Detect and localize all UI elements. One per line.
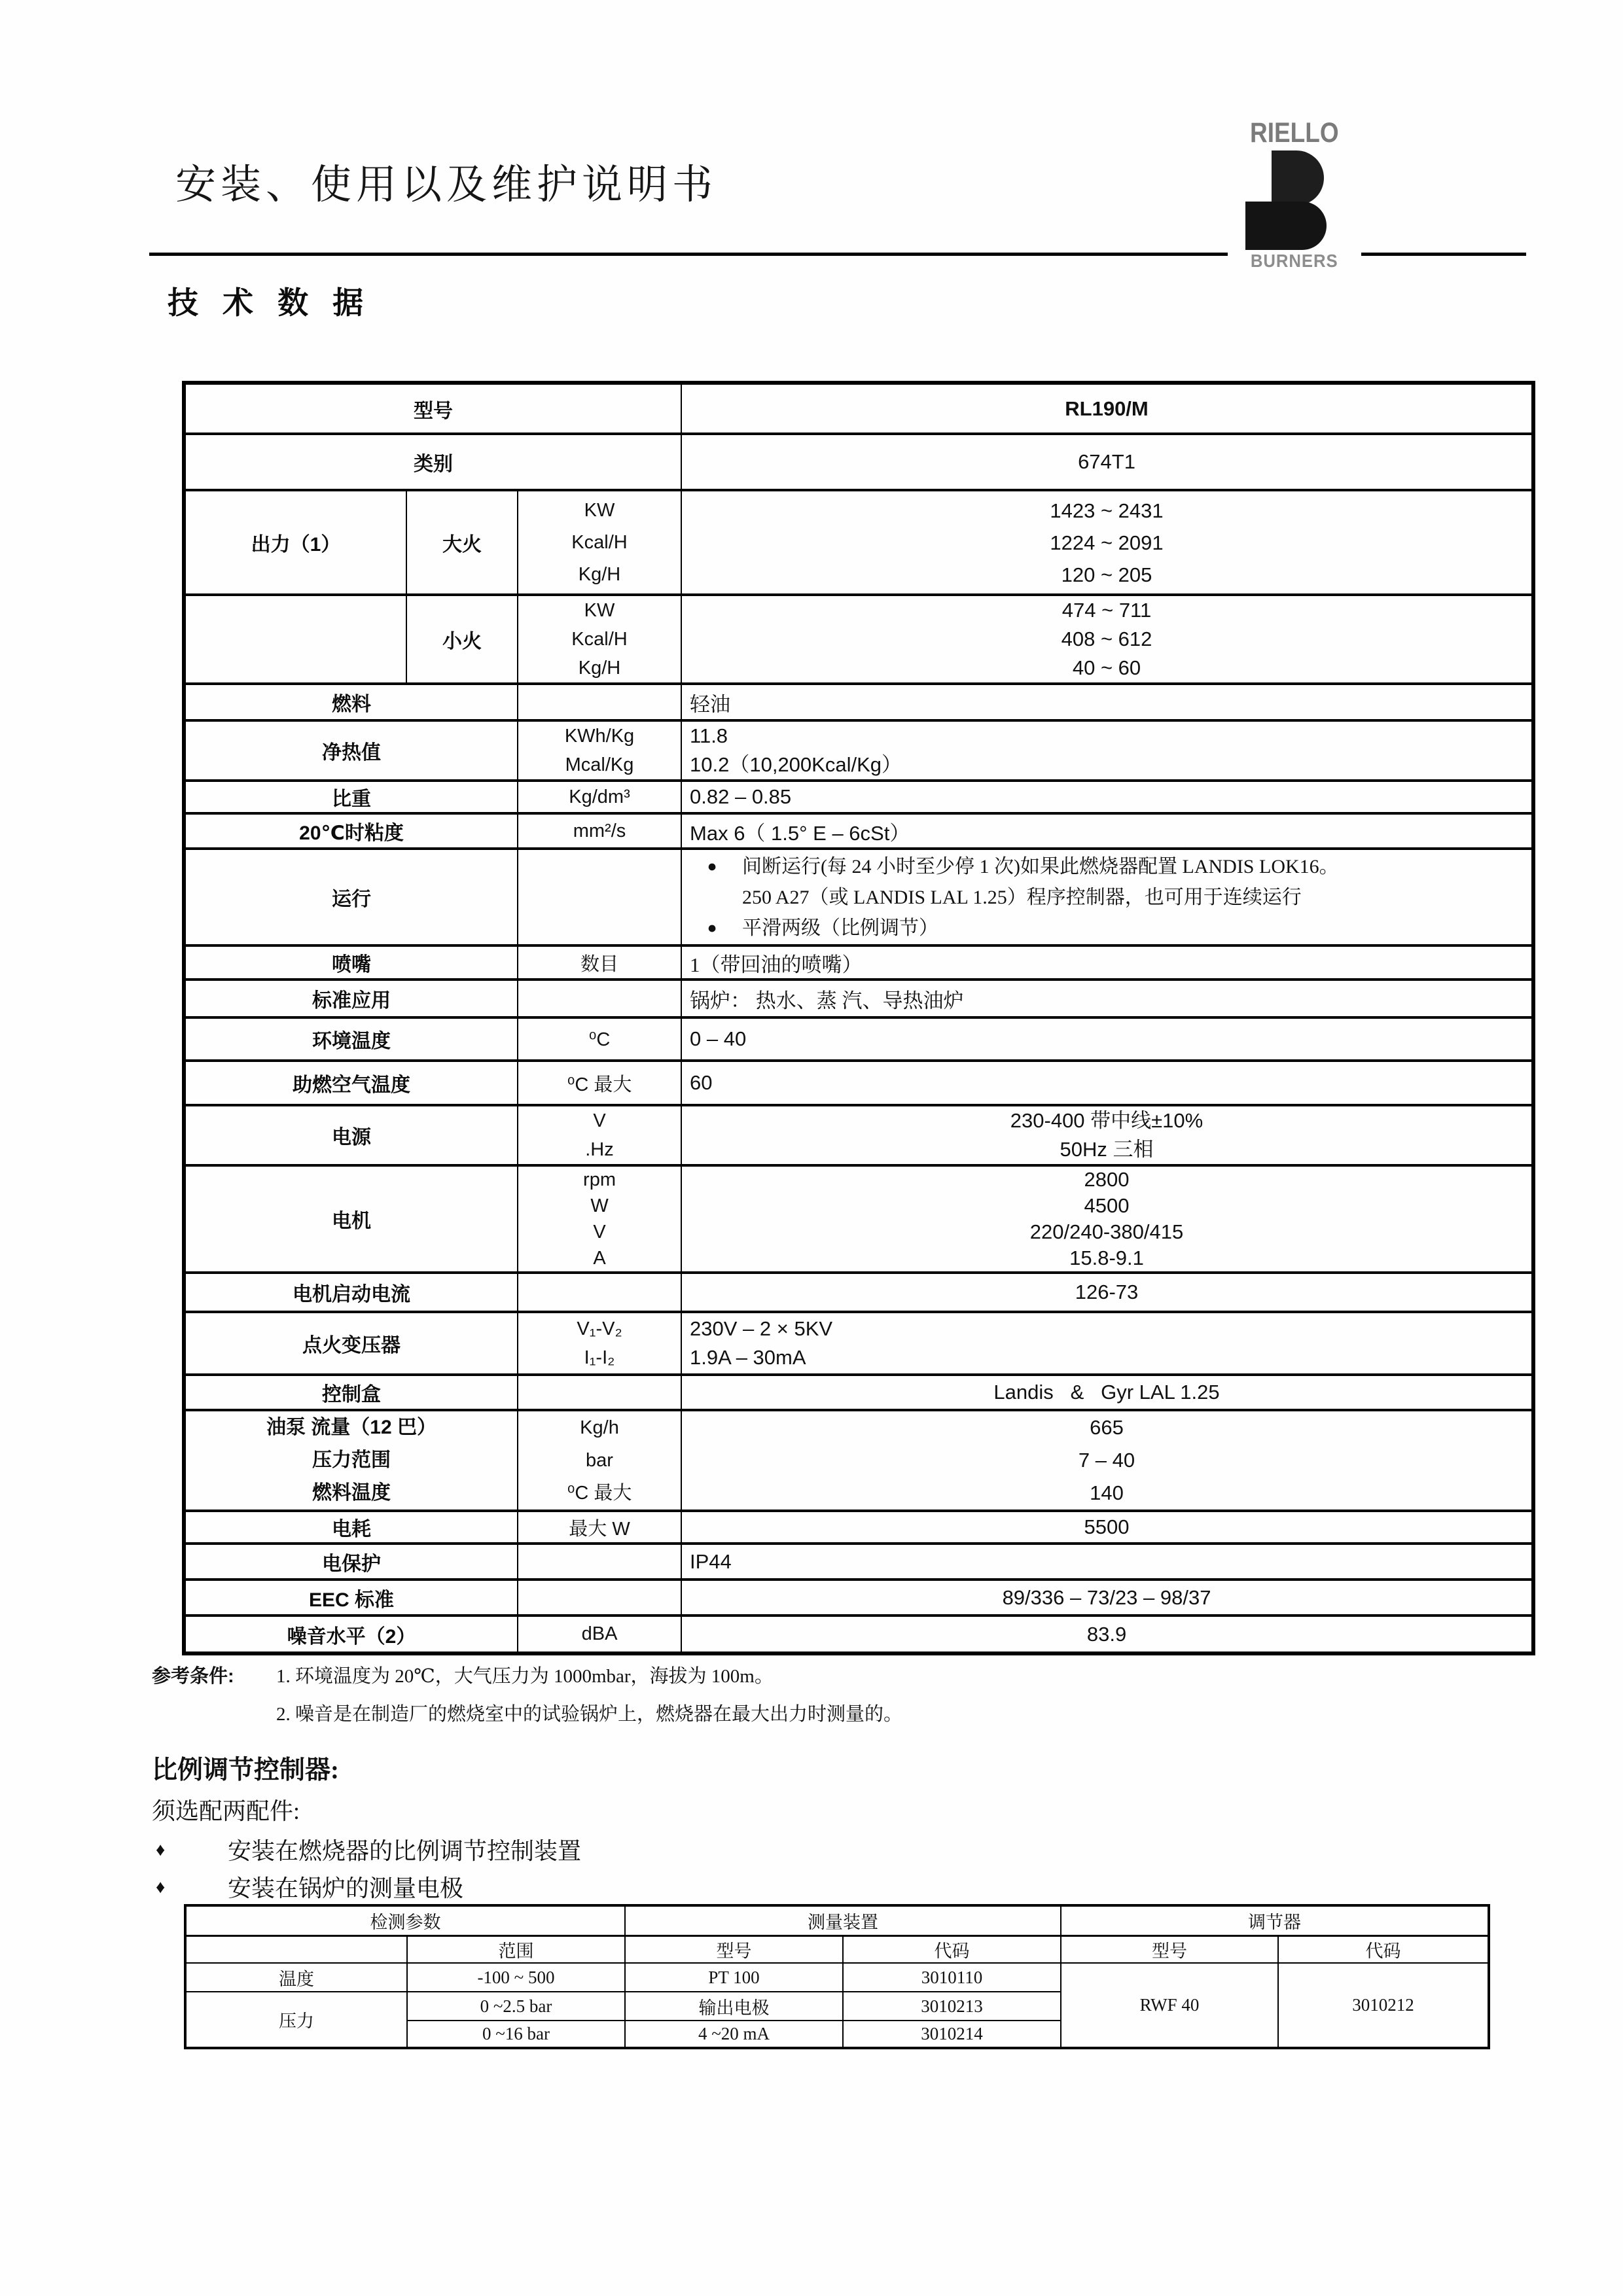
noise-label: 噪音水平（2） <box>184 1616 518 1653</box>
note-2-text: 2. 噪音是在制造厂的燃烧室中的试验锅炉上，燃烧器在最大出力时测量的。 <box>276 1704 903 1725</box>
sub-header-range: 范围 <box>407 1935 625 1963</box>
unit-line: Mcal/Kg <box>565 754 634 775</box>
viscosity-unit: mm²/s <box>518 813 681 849</box>
unit-line: Kg/H <box>578 563 621 585</box>
category-value: 674T1 <box>681 434 1533 490</box>
temperature-code: 3010110 <box>843 1963 1061 1992</box>
value-line: 665 <box>1090 1416 1124 1439</box>
unit-line: V <box>593 1110 606 1131</box>
temperature-range: -100 ~ 500 <box>407 1963 625 1992</box>
value-line: 1423 ~ 2431 <box>1050 499 1164 522</box>
row-output-low <box>184 595 1533 684</box>
value-line: 11.8 <box>690 724 728 747</box>
operation-value <box>681 849 1533 945</box>
group-header-regulator: 调节器 <box>1061 1905 1489 1935</box>
air-temp-label: 助燃空气温度 <box>184 1061 518 1105</box>
air-temp-unit: ⁰C 最大 <box>518 1061 681 1105</box>
unit-line: ⁰C 最大 <box>567 1483 632 1504</box>
row-motor <box>184 1165 1533 1273</box>
pressure-code-2: 3010214 <box>843 2021 1061 2048</box>
nozzle-value: 1（带回油的喷嘴） <box>681 945 1533 980</box>
riello-b-icon <box>1245 150 1344 250</box>
operation-unit-empty-cell <box>518 849 681 945</box>
power-supply-values <box>681 1105 1533 1165</box>
row-power-supply <box>184 1105 1533 1165</box>
unit-line: KWh/Kg <box>564 726 635 747</box>
row-eec <box>184 1580 1533 1616</box>
label-line: 油泵 流量（12 巴） <box>266 1417 437 1438</box>
value-line: 40 ~ 60 <box>1072 656 1141 679</box>
temperature-model: PT 100 <box>625 1963 843 1992</box>
circle-bullet-icon: ● <box>707 857 717 875</box>
riello-b-bottom-lobe <box>1245 202 1327 250</box>
row-noise <box>184 1616 1533 1653</box>
riello-b-top-lobe <box>1272 150 1324 205</box>
section-title: 技 术 数 据 <box>168 285 372 320</box>
ambient-temp-unit: ⁰C <box>518 1017 681 1061</box>
transformer-units <box>518 1312 681 1375</box>
operation-bullet-1-line-1: 间断运行(每 24 小时至少停 1 次)如果此燃烧器配置 LANDIS LOK16。 <box>742 855 1339 877</box>
eec-label: EEC 标准 <box>184 1580 518 1616</box>
motor-values <box>681 1165 1533 1273</box>
unit-line: V₁-V₂ <box>577 1318 622 1339</box>
noise-value: 83.9 <box>681 1616 1533 1653</box>
unit-line: .Hz <box>585 1139 614 1160</box>
application-unit-empty-cell <box>518 980 681 1017</box>
motor-label: 电机 <box>184 1165 518 1273</box>
value-line: 140 <box>1090 1481 1124 1504</box>
model-label: 型号 <box>184 383 681 434</box>
group-header-device: 测量装置 <box>625 1905 1061 1935</box>
row-operation <box>184 849 1533 945</box>
value-line: 50Hz 三相 <box>1060 1138 1154 1161</box>
control-box-unit-empty-cell <box>518 1375 681 1410</box>
operation-bullet-1 <box>682 851 1531 913</box>
note-2 <box>276 1700 902 1729</box>
consumption-label: 电耗 <box>184 1511 518 1544</box>
unit-line: Kg/h <box>580 1417 619 1438</box>
unit-line: rpm <box>583 1169 616 1190</box>
row-ambient-temp <box>184 1017 1533 1061</box>
accessory-item-1-text: 安装在燃烧器的比例调节控制装置 <box>228 1838 582 1864</box>
regulator-code: 3010212 <box>1278 1963 1489 2048</box>
power-supply-label: 电源 <box>184 1105 518 1165</box>
pressure-label: 压力 <box>185 1992 407 2048</box>
model-value: RL190/M <box>681 383 1533 434</box>
row-output-high <box>184 490 1533 595</box>
protection-label: 电保护 <box>184 1544 518 1580</box>
document-title: 安装、使用以及维护说明书 <box>175 163 718 207</box>
value-line: 10.2（10,200Kcal/Kg） <box>690 753 902 776</box>
output-high-label: 大火 <box>406 490 518 595</box>
temperature-label: 温度 <box>185 1963 407 1992</box>
unit-line: A <box>593 1248 606 1269</box>
operation-bullet-1-line-2: 250 A27（或 LANDIS LAL 1.25）程序控制器，也可用于连续运行 <box>742 886 1302 908</box>
accessories-list <box>156 1831 581 1905</box>
ambient-temp-label: 环境温度 <box>184 1017 518 1061</box>
output-high-values <box>681 490 1533 595</box>
noise-unit: dBA <box>518 1616 681 1653</box>
row-pump <box>184 1410 1533 1511</box>
label-line: 燃料温度 <box>312 1482 391 1504</box>
value-line: 230-400 带中线±10% <box>1010 1109 1204 1132</box>
regulator-row-temperature <box>185 1963 1489 1992</box>
unit-line: KW <box>584 499 615 521</box>
sub-header-code-2: 代码 <box>1278 1935 1489 1963</box>
label-line: 压力范围 <box>312 1449 391 1471</box>
operation-bullet-2 <box>682 913 1531 944</box>
pump-values <box>681 1410 1533 1511</box>
fuel-value: 轻油 <box>681 684 1533 720</box>
row-net-heat <box>184 720 1533 781</box>
diamond-bullet-icon: ♦ <box>156 1876 166 1897</box>
pressure-range-2: 0 ~16 bar <box>407 2021 625 2048</box>
row-fuel <box>184 684 1533 720</box>
output-high-units <box>518 490 681 595</box>
pressure-code-1: 3010213 <box>843 1992 1061 2021</box>
row-transformer <box>184 1312 1533 1375</box>
value-line: 4500 <box>1084 1194 1130 1217</box>
row-nozzle <box>184 945 1533 980</box>
density-unit: Kg/dm³ <box>518 781 681 813</box>
eec-unit-empty-cell <box>518 1580 681 1616</box>
density-value: 0.82 – 0.85 <box>681 781 1533 813</box>
eec-value: 89/336 – 73/23 – 98/37 <box>681 1580 1533 1616</box>
pressure-model-1: 输出电极 <box>625 1992 843 2021</box>
row-consumption <box>184 1511 1533 1544</box>
note-prefix: 参考条件: <box>152 1666 234 1687</box>
pump-labels <box>184 1410 518 1511</box>
unit-line: Kg/H <box>578 658 621 679</box>
output-low-units <box>518 595 681 684</box>
ambient-temp-value: 0 – 40 <box>681 1017 1533 1061</box>
technical-data-table <box>182 381 1535 1655</box>
sub-header-model-2: 型号 <box>1061 1935 1278 1963</box>
fuel-unit-empty-cell <box>518 684 681 720</box>
riello-brand-text: RIELLO <box>1250 117 1339 149</box>
value-line: 2800 <box>1084 1168 1130 1191</box>
output-low-label: 小火 <box>406 595 518 684</box>
row-protection <box>184 1544 1533 1580</box>
note-1-text: 1. 环境温度为 20℃，大气压力为 1000mbar，海拔为 100m。 <box>276 1666 774 1687</box>
value-line: 474 ~ 711 <box>1061 599 1152 622</box>
protection-value: IP44 <box>681 1544 1533 1580</box>
protection-unit-empty-cell <box>518 1544 681 1580</box>
unit-line: I₁-I₂ <box>584 1347 615 1368</box>
viscosity-value: Max 6（ 1.5° E – 6cSt） <box>681 813 1533 849</box>
row-air-temp <box>184 1061 1533 1105</box>
nozzle-label: 喷嘴 <box>184 945 518 980</box>
value-line: 408 ~ 612 <box>1061 627 1152 650</box>
unit-line: KW <box>584 600 615 621</box>
viscosity-label: 20℃时粘度 <box>184 813 518 849</box>
operation-bullet-1-text <box>742 851 1531 913</box>
sub-header-code: 代码 <box>843 1935 1061 1963</box>
unit-line: V <box>593 1222 606 1243</box>
transformer-values <box>681 1312 1533 1375</box>
pressure-model-2: 4 ~20 mA <box>625 2021 843 2048</box>
circle-bullet-icon: ● <box>707 919 717 937</box>
net-heat-values <box>681 720 1533 781</box>
value-line: 230V – 2 × 5KV <box>690 1317 833 1340</box>
regulator-table-sub-header <box>185 1935 1489 1963</box>
net-heat-units <box>518 720 681 781</box>
power-supply-units <box>518 1105 681 1165</box>
row-density <box>184 781 1533 813</box>
control-box-value: Landis & Gyr LAL 1.25 <box>681 1375 1533 1410</box>
value-line: 1.9A – 30mA <box>690 1346 806 1369</box>
regulator-model: RWF 40 <box>1061 1963 1278 2048</box>
row-category <box>184 434 1533 490</box>
control-box-label: 控制盒 <box>184 1375 518 1410</box>
accessory-item <box>156 1831 581 1868</box>
output-low-values <box>681 595 1533 684</box>
start-current-value: 126-73 <box>681 1273 1533 1312</box>
accessories-intro: 须选配两配件: <box>152 1798 300 1824</box>
regulator-table-group-header <box>185 1905 1489 1935</box>
pressure-range-1: 0 ~2.5 bar <box>407 1992 625 2021</box>
value-line: 15.8-9.1 <box>1069 1246 1144 1269</box>
row-start-current <box>184 1273 1533 1312</box>
value-line: 120 ~ 205 <box>1061 563 1152 586</box>
output-label: 出力（1） <box>184 490 406 595</box>
nozzle-unit: 数目 <box>518 945 681 980</box>
unit-line: W <box>590 1195 609 1216</box>
fuel-label: 燃料 <box>184 684 518 720</box>
category-label: 类别 <box>184 434 681 490</box>
row-model <box>184 383 1533 434</box>
unit-line: bar <box>586 1450 613 1471</box>
diamond-bullet-icon: ♦ <box>156 1839 166 1860</box>
note-1 <box>152 1662 902 1691</box>
value-line: 220/240-380/415 <box>1029 1220 1184 1243</box>
transformer-label: 点火变压器 <box>184 1312 518 1375</box>
row-viscosity <box>184 813 1533 849</box>
net-heat-label: 净热值 <box>184 720 518 781</box>
row-application <box>184 980 1533 1017</box>
density-label: 比重 <box>184 781 518 813</box>
consumption-value: 5500 <box>681 1511 1533 1544</box>
pump-units <box>518 1410 681 1511</box>
accessory-item-2-text: 安装在锅炉的测量电极 <box>228 1875 464 1901</box>
air-temp-value: 60 <box>681 1061 1533 1105</box>
start-current-label: 电机启动电流 <box>184 1273 518 1312</box>
consumption-unit: 最大 W <box>518 1511 681 1544</box>
application-label: 标准应用 <box>184 980 518 1017</box>
value-line: 7 – 40 <box>1078 1449 1135 1472</box>
riello-logo <box>1228 118 1361 285</box>
value-line: 1224 ~ 2091 <box>1050 531 1164 554</box>
sub-header-model: 型号 <box>625 1935 843 1963</box>
motor-units <box>518 1165 681 1273</box>
accessory-item <box>156 1868 581 1905</box>
regulator-table <box>184 1904 1490 2049</box>
operation-label: 运行 <box>184 849 518 945</box>
output-low-spacer-cell <box>184 595 406 684</box>
accessories-heading: 比例调节控制器: <box>152 1756 339 1784</box>
unit-line: Kcal/H <box>571 531 628 553</box>
application-value: 锅炉： 热水、蒸 汽、导热油炉 <box>681 980 1533 1017</box>
group-header-param: 检测参数 <box>185 1905 625 1935</box>
start-current-unit-empty-cell <box>518 1273 681 1312</box>
riello-burners-text: BURNERS <box>1251 251 1338 271</box>
operation-bullet-2-text: 平滑两级（比例调节） <box>742 917 939 939</box>
reference-notes <box>152 1662 902 1729</box>
row-control-box <box>184 1375 1533 1410</box>
sub-header-empty-cell <box>185 1935 407 1963</box>
unit-line: Kcal/H <box>571 629 628 650</box>
